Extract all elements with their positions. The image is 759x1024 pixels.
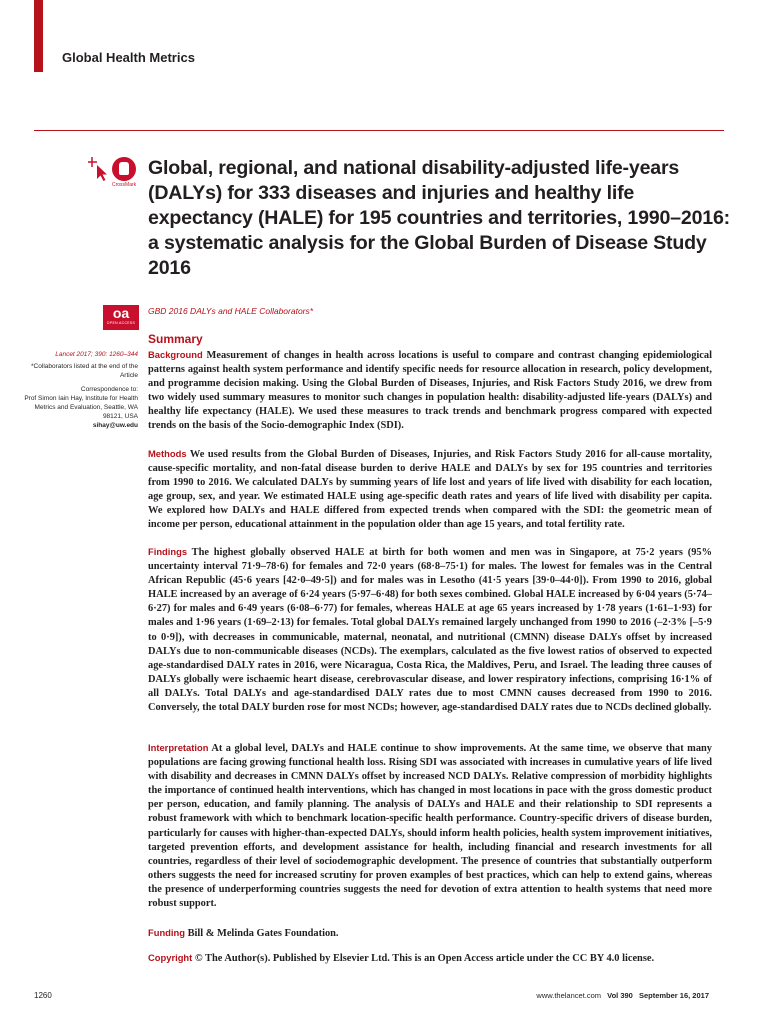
interpretation-label: Interpretation xyxy=(148,742,209,753)
funding-label: Funding xyxy=(148,927,185,938)
background-label: Background xyxy=(148,349,203,360)
page-number: 1260 xyxy=(34,991,52,1000)
correspondence-email[interactable]: sihay@uw.edu xyxy=(92,422,138,430)
copyright-paragraph: Copyright © The Author(s). Published by Elsevier Ltd. This is an Open Access article under the CC BY 4.0 license. xyxy=(148,952,655,964)
background-paragraph: Background Measurement of changes in health across locations is useful to compare and contrast changing epidemiological patterns against health system performance and identify specific needs for resource allocation in research, policy development, and programme decision making. Using the Global Burden of Diseases, Injuries, and Risk Factors Study 2016, we drew from two widely used summary measures to monitor such changes in population health: disability-adjusted life-years (DALYs) and healthy life expectancy (HALE). We used these measures to track trends and benchmark progress compared with expected trends on the basis of the Socio-demographic Index (SDI). xyxy=(148,349,712,432)
methods-label: Methods xyxy=(148,448,187,459)
copyright-label: Copyright xyxy=(148,952,193,963)
footer-date: September 16, 2017 xyxy=(638,991,709,1000)
findings-paragraph: Findings The highest globally observed HALE at birth for both women and men was in Singapore, at 75·2 years (95% uncertainty interval 71·9–78·6) for females and 72·0 years (68·8–75·1) for males. The lowest for females was in the Central African Republic (45·6 years [42·0–49·5]) and for males was in Lesotho (41·5 years [39·0–44·0]). From 1990 to 2016, global HALE increased by an average of 6·24 years (5·97–6·48) for both sexes combined. Global HALE increased by 6·04 years (5·74–6·27) for males and 6·49 years (6·08–6·77) for females, whereas HALE at age 65 years increased by 1·78 years (1·61–1·93) for males and 1·96 years (1·69–2·13) for females. Total global DALYs remained largely unchanged from 1990 to 2016 (–2·3% [–5·9 to 0·9]), with decreases in communicable, maternal, neonatal, and nutritional (CMNN) disease DALYs offset by increased DALYs due to non-communicable diseases (NCDs). The exemplars, calculated as the five lowest ratios of observed to expected age-standardised DALY rates in 2016, were Nicaragua, Costa Rica, the Maldives, Peru, and Israel. The leading three causes of DALYs globally were ischaemic heart disease, cerebrovascular disease, and lower respiratory infections, comprising 16·1% of all DALYs. Total DALYs and age-standardised DALY rates due to most CMNN causes decreased from 1990 to 2016. Conversely, the total DALY burden rose for most NCDs; however, age-standardised DALY rates due to NCDs declined globally. xyxy=(148,546,712,714)
crossmark-icon[interactable] xyxy=(112,157,136,181)
summary-heading: Summary xyxy=(148,332,203,346)
footer-volume: Vol 390 xyxy=(607,991,633,1000)
correspondence-label: Correspondence to: xyxy=(80,385,138,393)
findings-label: Findings xyxy=(148,546,188,557)
correspondence-address: Prof Simon Iain Hay, Institute for Health Metrics and Evaluation, Seattle, WA 98121, USA xyxy=(24,394,138,421)
cursor-pointer-icon xyxy=(88,155,110,181)
author-list[interactable]: GBD 2016 DALYs and HALE Collaborators* xyxy=(148,306,314,316)
open-access-icon: oa OPEN ACCESS xyxy=(103,305,139,330)
interpretation-paragraph: Interpretation At a global level, DALYs and HALE continue to show improvements. At the same time, we observe that many populations are facing growing functional health loss. Rising SDI was associated with increases in cumulative years of life lived with disability and decreases in CMNN DALYs offset by increased NCD DALYs. Relative compression of morbidity highlights the importance of continued health interventions, which has changed in most locations in pace with the gross domestic product per person, education, and family planning. The analysis of DALYs and HALE and their relationship to SDI represents a robust framework with which to benchmark location-specific health performance. Country-specific drivers of disease burden, particularly for causes with higher-than-expected DALYs, should inform health policies, health system improvement initiatives, targeted prevention efforts, and development assistance for health, including financial and research investments for all countries, regardless of their level of sociodemographic development. The presence of countries that substantially outperform others suggests the need for increased scrutiny for proven examples of best practices, which can help to extend gains, whereas the presence of underperforming countries suggests the need for devotion of extra attention to health systems that need more robust support. xyxy=(148,742,712,910)
funding-paragraph: Funding Bill & Melinda Gates Foundation. xyxy=(148,927,339,939)
section-label: Global Health Metrics xyxy=(62,50,195,65)
side-notes xyxy=(20,350,138,435)
footer-website[interactable]: www.thelancet.com xyxy=(536,991,602,1000)
methods-paragraph: Methods We used results from the Global Burden of Diseases, Injuries, and Risk Factors Study 2016 for all-cause mortality, cause-specific mortality, and non-fatal disease burden to derive HALE and DALYs by sex for 195 countries and territories from 1990 to 2016. We calculated DALYs by summing years of life lost and years of life lived with disability for each location, age group, sex, and year. We estimated HALE using age-specific death rates and years of life lived with disability per capita. We explored how DALYs and HALE differed from expected trends when compared with the SDI: the geometric mean of income per person, educational attainment in the population older than age 15 years, and total fertility rate. xyxy=(148,448,712,531)
footer-journal-info xyxy=(532,991,709,1000)
citation: Lancet 2017; 390: 1260–344 xyxy=(55,351,138,358)
article-icons xyxy=(88,155,144,195)
section-accent-bar xyxy=(34,0,43,72)
header-divider xyxy=(34,130,724,131)
crossmark-label: CrossMark xyxy=(112,182,137,188)
collaborators-note: *Collaborators listed at the end of the Article xyxy=(31,363,138,380)
article-title: Global, regional, and national disability-adjusted life-years (DALYs) for 333 diseases and injuries and healthy life expectancy (HALE) for 195 countries and territories, 1990–2016: a systematic analysis for the Global Burden of Disease Study 2016 xyxy=(148,157,730,279)
